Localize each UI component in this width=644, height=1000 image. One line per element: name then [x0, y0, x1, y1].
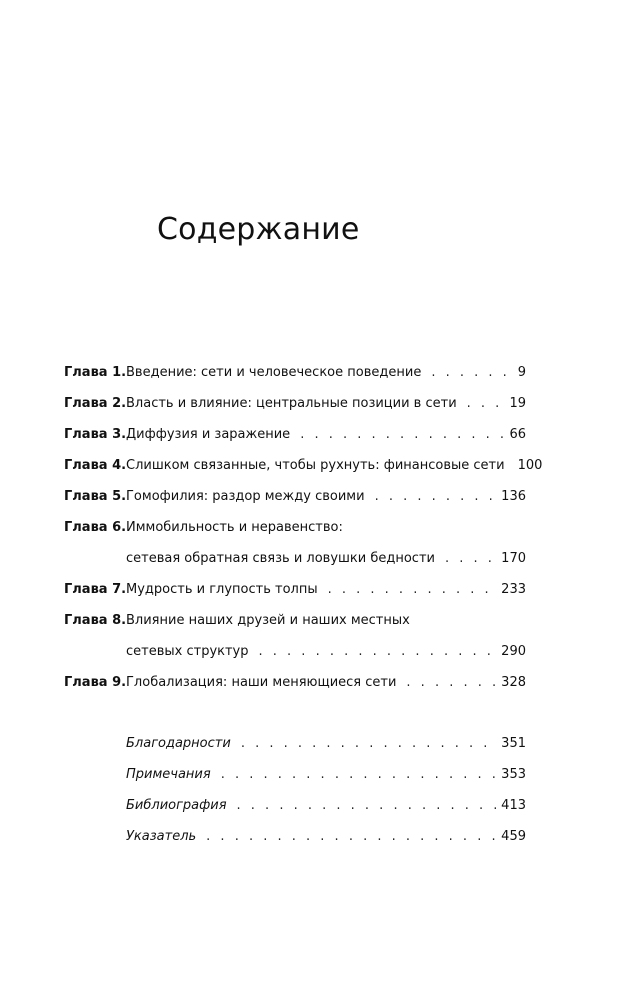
- chapter-label: Глава 7.: [64, 582, 127, 597]
- table-of-contents: [64, 362, 543, 857]
- chapter-title: Мудрость и глупость толпы: [126, 582, 318, 597]
- toc-row-chapter-6[interactable]: [64, 517, 526, 548]
- chapter-title: Иммобильность и неравенство:: [126, 520, 343, 535]
- chapter-title: Гомофилия: раздор между своими: [126, 489, 365, 504]
- back-matter-title: Библиография: [126, 798, 227, 813]
- back-matter-title: Указатель: [126, 829, 197, 844]
- chapter-label: Глава 3.: [64, 427, 127, 442]
- toc-row-index[interactable]: [64, 826, 526, 857]
- toc-row-chapter-9[interactable]: [64, 672, 526, 703]
- section-spacer: [64, 703, 526, 733]
- page-number: 328: [501, 675, 526, 690]
- toc-row-notes[interactable]: [64, 764, 526, 795]
- page-number: 351: [501, 736, 526, 751]
- dot-leader: [467, 393, 507, 415]
- toc-row-chapter-2[interactable]: [64, 393, 526, 424]
- toc-row-chapter-8[interactable]: [64, 610, 526, 641]
- dot-leader: [241, 733, 498, 755]
- chapter-title: Власть и влияние: центральные позиции в сети: [126, 396, 457, 411]
- dot-leader: [431, 362, 514, 384]
- toc-row-chapter-6-continued[interactable]: [64, 548, 526, 579]
- page-number: 136: [501, 489, 526, 504]
- page-number: 19: [509, 396, 526, 411]
- toc-row-chapter-8-continued[interactable]: [64, 641, 526, 672]
- page-number: 66: [509, 427, 526, 442]
- chapter-label: Глава 1.: [64, 365, 127, 380]
- dot-leader: [375, 486, 499, 508]
- chapter-title: Влияние наших друзей и наших местных: [126, 613, 410, 628]
- toc-row-bibliography[interactable]: [64, 795, 526, 826]
- toc-row-chapter-5[interactable]: [64, 486, 526, 517]
- toc-row-acknowledgements[interactable]: [64, 733, 526, 764]
- chapter-label: Глава 8.: [64, 613, 127, 628]
- chapter-title: Слишком связанные, чтобы рухнуть: финансовые сети: [126, 458, 505, 473]
- dot-leader: [259, 641, 499, 663]
- dot-leader: [221, 764, 498, 786]
- dot-leader: [328, 579, 499, 601]
- chapter-title: Введение: сети и человеческое поведение: [126, 365, 422, 380]
- dot-leader: [445, 548, 498, 570]
- back-matter-title: Примечания: [126, 767, 211, 782]
- chapter-label: Глава 9.: [64, 675, 127, 690]
- dot-leader: [406, 672, 498, 694]
- chapter-label: Глава 2.: [64, 396, 127, 411]
- chapter-label: Глава 6.: [64, 520, 127, 535]
- page-number: 459: [501, 829, 526, 844]
- page-number: 353: [501, 767, 526, 782]
- back-matter-title: Благодарности: [126, 736, 231, 751]
- chapter-title: Диффузия и заражение: [126, 427, 291, 442]
- page-number: 170: [501, 551, 526, 566]
- chapter-title-continued: сетевая обратная связь и ловушки бедности: [126, 551, 435, 566]
- page-number: 290: [501, 644, 526, 659]
- page-number: 233: [501, 582, 526, 597]
- chapter-title: Глобализация: наши меняющиеся сети: [126, 675, 397, 690]
- dot-leader: [237, 795, 499, 817]
- toc-row-chapter-7[interactable]: [64, 579, 526, 610]
- dot-leader: [206, 826, 498, 848]
- chapter-label: Глава 5.: [64, 489, 127, 504]
- dot-leader: [300, 424, 506, 446]
- page-number: 100: [517, 458, 543, 473]
- toc-row-chapter-3[interactable]: [64, 424, 526, 455]
- toc-row-chapter-4[interactable]: [64, 455, 543, 486]
- chapter-label: Глава 4.: [64, 458, 127, 473]
- toc-row-chapter-1[interactable]: [64, 362, 526, 393]
- page-title: Содержание: [157, 212, 360, 247]
- chapter-title-continued: сетевых структур: [126, 644, 249, 659]
- page-number: 413: [501, 798, 526, 813]
- page-number: 9: [517, 365, 526, 380]
